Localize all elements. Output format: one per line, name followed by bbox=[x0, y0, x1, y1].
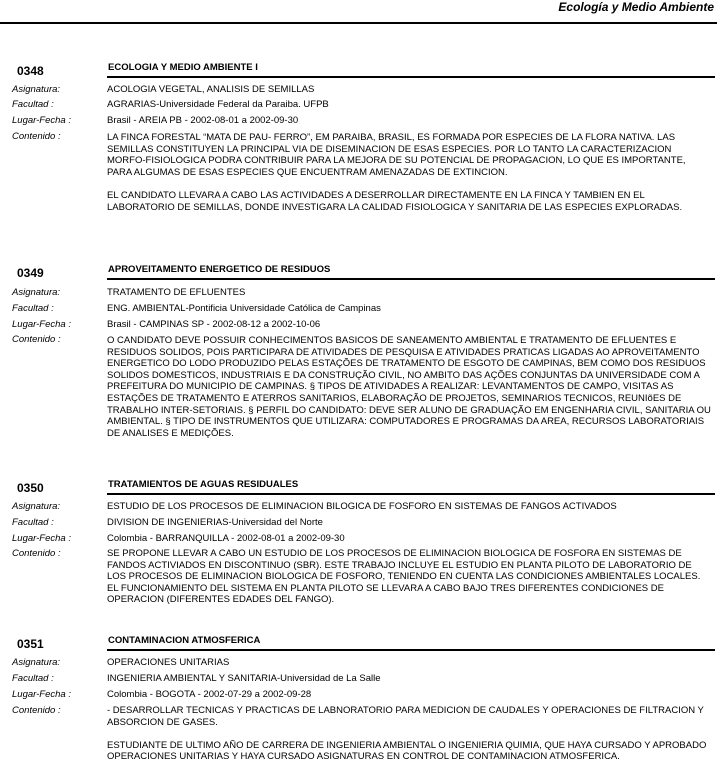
field-value: OPERACIONES UNITARIAS bbox=[107, 657, 230, 668]
field-label: Asignatura: bbox=[12, 287, 61, 298]
field-label: Asignatura: bbox=[12, 501, 61, 512]
entry-title: APROVEITAMENTO ENERGETICO DE RESIDUOS bbox=[108, 264, 331, 275]
field-label: Lugar-Fecha : bbox=[12, 115, 71, 126]
field-value: DIVISION DE INGENIERIAS-Universidad del Norte bbox=[107, 517, 323, 528]
entry-divider bbox=[107, 493, 715, 495]
entry-code: 0350 bbox=[17, 481, 44, 495]
page-title: Ecología y Medio Ambiente bbox=[558, 0, 714, 14]
field-label: Lugar-Fecha : bbox=[12, 533, 71, 544]
entry-divider bbox=[107, 76, 715, 78]
entry-title: CONTAMINACION ATMOSFERICA bbox=[108, 635, 261, 646]
field-value: Brasil - AREIA PB - 2002-08-01 a 2002-09-30 bbox=[107, 115, 299, 126]
content-block bbox=[107, 132, 712, 213]
field-value: TRATAMENTO DE EFLUENTES bbox=[107, 287, 246, 298]
field-value: ACOLOGIA VEGETAL, ANALISIS DE SEMILLAS bbox=[107, 84, 315, 95]
content-paragraph: - DESARROLLAR TECNICAS Y PRACTICAS DE LABNORATORIO PARA MEDICION DE CAUDALES Y OPERACIONES DE FILTRACION Y ABSORCION DE GASES. bbox=[107, 705, 704, 728]
content-paragraph: LA FINCA FORESTAL “MATA DE PAU- FERRO”, EM PARAIBA, BRASIL, ES FORMADA POR ESPECIES DE LA FLORA NATIVA. LAS SEMILLAS CONSTITUYEN LA PRINCIPAL VIA DE DISEMINACION DE ESAS ESPECIES. POR LO TANTO LA CARACTERIZACION MORFO-FISIOLOGICA PODRA CONTRIBUIR PARA LA MEJORA DE SU POTENCIAL DE PROPAGACION, LO QUE ES IMPORTANTE, PARA ALGUMAS DE ESAS ESPECIES QUE ENCUENTRAM AMENAZADAS DE EXTINCION. bbox=[107, 132, 686, 178]
content-paragraph: SE PROPONE LLEVAR A CABO UN ESTUDIO DE LOS PROCESOS DE ELIMINACION BIOLOGICA DE FOSFORA EN SISTEMAS DE FANDOS ACTIVIADOS EN DISCONTINUO (SBR). ESTE TRABAJO INCLUYE EL ESTUDIO EN PLANTA PILOTO DE LABORATORIO DE LOS PROCESOS DE ELIMINACION BIOLOGICA DE FOSFORO, TENIENDO EN CUENTA LAS CONDICIONES AMBIENTALES LOCALES. EL FUNCIONAMIENTO DEL SISTEMA EN PLANTA PILOTO SE LLEVARA A CABO BAJO TRES DIFERENTES CONDICIONES DE OPERACION (DIFERENTES EDADES DEL FANGO). bbox=[107, 548, 701, 606]
content-paragraph: ESTUDIANTE DE ULTIMO AÑO DE CARRERA DE INGENIERIA AMBIENTAL O INGENIERIA QUIMIA, QUE HAYA CURSADO Y APROBADO OPERACIONES UNITARIAS Y HAYA CURSADO ASIGNATURAS EN CONTROL DE CONTAMINACION ATMOSFERICA. bbox=[107, 739, 707, 763]
field-label: Lugar-Fecha : bbox=[12, 689, 71, 700]
field-value: ENG. AMBIENTAL-Pontificia Universidade Católica de Campinas bbox=[107, 303, 381, 314]
entry-code: 0349 bbox=[17, 266, 44, 280]
field-label: Facultad : bbox=[12, 673, 54, 684]
field-label: Facultad : bbox=[12, 303, 54, 314]
entry-divider bbox=[107, 649, 715, 651]
content-block bbox=[107, 548, 712, 606]
field-label: Facultad : bbox=[12, 517, 54, 528]
entry-title: TRATAMIENTOS DE AGUAS RESIDUALES bbox=[108, 479, 299, 490]
field-label: Contenido : bbox=[12, 705, 61, 716]
entry-code: 0351 bbox=[17, 637, 44, 651]
content-block bbox=[107, 705, 712, 763]
entry-divider bbox=[107, 278, 715, 280]
content-paragraph: O CANDIDATO DEVE POSSUIR CONHECIMENTOS BASICOS DE SANEAMENTO AMBIENTAL E TRATAMENTO DE EFLUENTES E RESIDUOS SOLIDOS, POIS PARTICIPARA DE ATIVIDADES DE PESQUISA E ATIVIDADES PRATICAS LIGADAS AO APROVEITAMENTO ENERGETICO DO LODO PRODUZIDO PELAS ESTAÇÕES DE TRATAMENTO DE ESGOTO DE CAMPINAS, BEM COMO DOS RESIDUOS SOLIDOS DOMESTICOS, INDUSTRIAIS E DA CONSTRUÇÃO CIVIL, NO AMBITO DAS AÇÕES CONJUNTAS DA UNIVERSIDADE COM A PREFEITURA DO MUNICIPIO DE CAMPINAS. § TIPOS DE ATIVIDADES A REALIZAR: LEVANTAMENTOS DE CAMPO, VISITAS AS ESTAÇÕES DE TRATAMENTO E ATERROS SANITARIOS, ELABORAÇÃO DE PROJETOS, SEMINARIOS TECNICOS, REUNIõES DE TRABALHO INTER-SETORIAIS. § PERFIL DO CANDIDATO: DEVE SER ALUNO DE GRADUAÇÃO EM ENGENHARIA CIVIL, SANITARIA OU AMBIENTAL. § TIPO DE INSTRUMENTOS QUE UTILIZARA: COMPUTADORES E PROGRAMAS DA AREA, RECURSOS LABORATORIAIS DE ANALISES E MEDIÇÕES. bbox=[107, 335, 711, 439]
field-label: Contenido : bbox=[12, 334, 61, 345]
page-header bbox=[0, 0, 717, 24]
field-label: Asignatura: bbox=[12, 657, 61, 668]
field-value: AGRARIAS-Universidade Federal da Paraiba. UFPB bbox=[107, 99, 329, 110]
field-value: INGENIERIA AMBIENTAL Y SANITARIA-Universidad de La Salle bbox=[107, 673, 381, 684]
entry-code: 0348 bbox=[17, 64, 44, 78]
field-label: Facultad : bbox=[12, 99, 54, 110]
field-value: ESTUDIO DE LOS PROCESOS DE ELIMINACION BILOGICA DE FOSFORO EN SISTEMAS DE FANGOS ACTIVADOS bbox=[107, 501, 617, 512]
field-label: Lugar-Fecha : bbox=[12, 319, 71, 330]
entry-title: ECOLOGIA Y MEDIO AMBIENTE I bbox=[108, 62, 258, 73]
content-block bbox=[107, 335, 712, 439]
field-value: Colombia - BARRANQUILLA - 2002-08-01 a 2002-09-30 bbox=[107, 533, 345, 544]
field-label: Contenido : bbox=[12, 131, 61, 142]
field-value: Brasil - CAMPINAS SP - 2002-08-12 a 2002-10-06 bbox=[107, 319, 321, 330]
field-value: Colombia - BOGOTA - 2002-07-29 a 2002-09-28 bbox=[107, 689, 312, 700]
field-label: Contenido : bbox=[12, 548, 61, 559]
field-label: Asignatura: bbox=[12, 84, 61, 95]
content-paragraph: EL CANDIDATO LLEVARA A CABO LAS ACTIVIDADES A DESERROLLAR DIRECTAMENTE EN LA FINCA Y TAMBIEN EN EL LABORATORIO DE SEMILLAS, DONDE INVESTIGARA LA CALIDAD FISIOLOGICA Y SANITARIA DE LAS ESPECIES EXPLORADAS. bbox=[107, 189, 683, 213]
